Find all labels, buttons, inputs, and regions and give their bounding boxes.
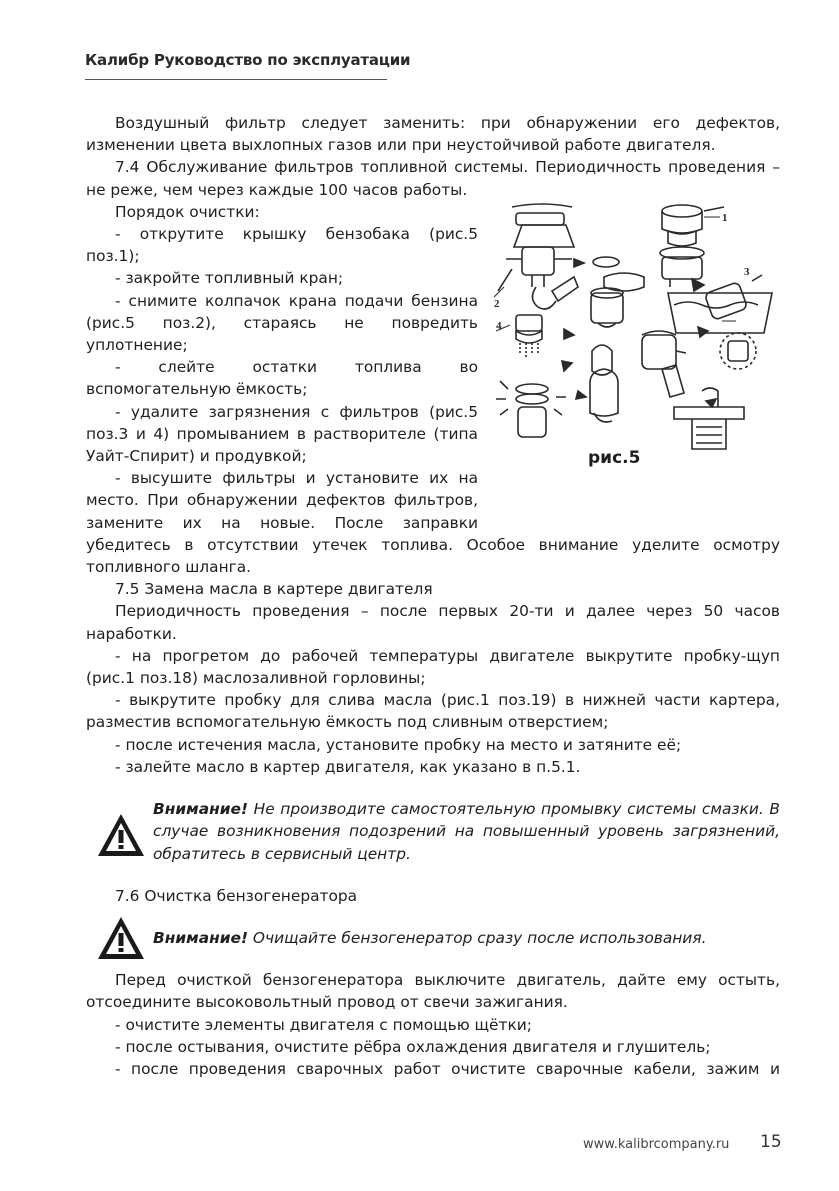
- paragraph: Воздушный фильтр следует заменить: при обнаружении его дефектов, изменении цвета выхлопных газов или при неустойчивой работе двигателя.: [86, 114, 780, 155]
- callout-2: 2: [494, 297, 500, 310]
- callout-4: 4: [496, 319, 502, 332]
- section-7-6-heading: 7.6 Очистка бензогенератора: [115, 886, 358, 905]
- paragraph: Порядок очистки:: [115, 202, 260, 221]
- fuel-filter-illustration: [492, 201, 780, 533]
- warning-body: Не производите самостоятельную промывку системы смазки. В случае возникновения подозрений на повышенный уровень загрязнений, обратитесь в сервисный центр.: [153, 800, 780, 863]
- spacer: [86, 949, 780, 969]
- list-item: - закройте топливный кран;: [115, 269, 344, 288]
- callout-1: 1: [722, 211, 728, 224]
- list-item: - снимите колпачок крана подачи бензина (рис.5 поз.2), стараясь не повредить уплотнение;: [86, 291, 478, 355]
- list-item: - слейте остатки топлива во вспомогательную ёмкость;: [86, 358, 478, 399]
- list-item: - выкрутите пробку для слива масла (рис.1 поз.19) в нижней части картера, разместив вспомогательную ёмкость под сливным отверстием;: [86, 691, 780, 732]
- footer-url: www.kalibrcompany.ru: [583, 1137, 730, 1152]
- list-item: - на прогретом до рабочей температуры двигателе выкрутите пробку-щуп (рис.1 поз.18) маслозаливной горловины;: [86, 646, 780, 688]
- warning-block: [86, 927, 780, 949]
- warning-block: [86, 798, 780, 865]
- spacer: [86, 907, 780, 927]
- warning-text: [153, 927, 780, 949]
- warning-body: Очищайте бензогенератор сразу после использования.: [248, 928, 707, 947]
- warning-label: Внимание!: [153, 928, 248, 947]
- list-item: - удалите загрязнения с фильтров (рис.5 поз.3 и 4) промыванием в растворителе (типа Уайт-Спирит) и продувкой;: [86, 402, 478, 466]
- paragraph: Периодичность проведения – после первых 20-ти и далее через 50 часов наработки.: [86, 602, 780, 643]
- list-item: - залейте масло в картер двигателя, как указано в п.5.1.: [115, 757, 581, 776]
- list-item: - высушите фильтры и установите их на место. При обнаружении дефектов фильтров, замените их на новые. После заправки убедитесь в отсутствии утечек топлива. Особое внимание уделите осмотру топливного шланга.: [86, 469, 780, 577]
- section-7-5-heading: 7.5 Замена масла в картере двигателя: [115, 580, 433, 599]
- section-7-4-paragraph: 7.4 Обслуживание фильтров топливной системы. Периодичность проведения – не реже, чем через каждые 100 часов работы.: [86, 158, 780, 199]
- spacer: [86, 865, 780, 885]
- list-item: - открутите крышку бензобака (рис.5 поз.1);: [86, 225, 478, 266]
- list-item: - после проведения сварочных работ очистите сварочные кабели, зажим и: [115, 1059, 780, 1078]
- list-item: - очистите элементы двигателя с помощью щётки;: [115, 1015, 532, 1034]
- body-text: [86, 112, 780, 1080]
- warning-text: [153, 798, 780, 865]
- page-number: 15: [760, 1132, 782, 1152]
- warning-label: Внимание!: [153, 800, 248, 819]
- figure-caption: рис.5: [588, 447, 641, 468]
- list-item: - после истечения масла, установите пробку на место и затяните её;: [115, 735, 682, 754]
- header-title: Калибр Руководство по эксплуатации: [85, 51, 411, 69]
- page-header: [85, 51, 411, 80]
- warning-icon: [96, 812, 146, 858]
- paragraph: Перед очисткой бензогенератора выключите двигатель, дайте ему остыть, отсоедините высоковольтный провод от свечи зажигания.: [86, 971, 780, 1012]
- header-rule: [85, 79, 387, 80]
- callout-3: 3: [744, 265, 750, 278]
- figure-5: [492, 201, 780, 533]
- list-item: - после остывания, очистите рёбра охлаждения двигателя и глушитель;: [115, 1037, 711, 1056]
- spacer: [86, 778, 780, 798]
- warning-icon: [96, 915, 146, 961]
